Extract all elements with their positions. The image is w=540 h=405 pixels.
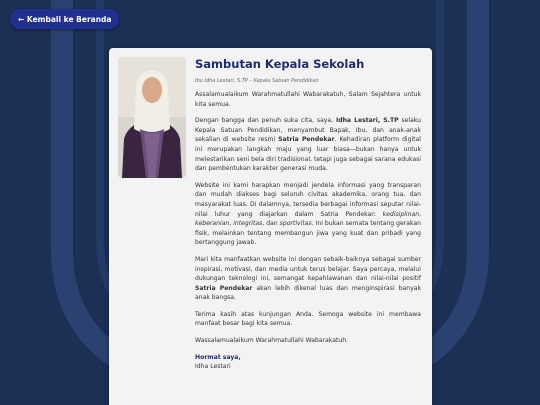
principal-photo <box>118 57 186 178</box>
welcome-message <box>195 90 421 372</box>
p1-text-b: selaku Kepala Satuan Pendidikan, menyambut Bapak, Ibu, dan anak-anak sekalian di website resmi <box>195 117 422 144</box>
p2-text-b: . Ini bukan semata tentang gerakan fisik, melainkan tentang membangun jiwa yang kuat dan pribadi yang bertanggung jawab. <box>195 220 422 247</box>
value-discipline: kedisiplinan <box>382 210 420 218</box>
paragraph-3 <box>195 255 421 303</box>
paragraph-4: Terima kasih atas kunjungan Anda. Semoga website ini membawa manfaat besar bagi kita semua. <box>195 310 421 328</box>
welcome-card <box>109 48 432 405</box>
p3-text-a: Mari kita manfaatkan website ini dengan sebaik-baiknya sebagai sumber inspirasi, motivasi, dan media untuk terus belajar. Saya percaya, melalui dukungan teknologi ini, semangat kepahlawanan dan nilai-nilai positif <box>195 255 421 283</box>
value-courage: keberanian <box>195 220 230 228</box>
brand-name: Satria Pendekar <box>278 136 335 144</box>
p2-sep-3: , dan <box>262 220 280 228</box>
value-integrity: integritas <box>233 220 263 228</box>
value-sportsmanship: sportivitas <box>279 220 312 228</box>
p2-text-a: Website ini kami harapkan menjadi jendela informasi yang transparan dan mudah diakses bagi seluruh civitas akademika, orang tua, dan masyarakat luas. Di dalamnya, tersedia berbagai informasi seputar nilai-nilai luhur yang diajarkan dalam Satria Pendekar: <box>195 181 421 218</box>
page-title: Sambutan Kepala Sekolah <box>195 57 365 71</box>
signature-name: Idha Lestari <box>195 363 231 371</box>
signature-label: Hormat saya, <box>195 353 241 361</box>
p1-text-a: Dengan bangga dan penuh suka cita, saya, <box>195 117 336 125</box>
principal-subtitle: Ibu Idha Lestari, S.TP – Kepala Satuan Pendidikan <box>195 78 319 84</box>
p1-text-c: . Kehadiran platform digital ini merupakan langkah maju yang luar biasa—bukan hanya untuk melestarikan seni bela diri tradisional, tetapi juga sebagai sarana edukasi dan pembentukan karakter generasi muda. <box>195 136 422 173</box>
p2-sep-1: , <box>419 210 421 218</box>
paragraph-2 <box>195 181 421 248</box>
signature <box>195 353 421 372</box>
back-to-home-button[interactable] <box>10 9 119 29</box>
principal-name: Idha Lestari, S.TP <box>335 117 399 125</box>
closing-paragraph: Wassalamualaikum Warahmatullahi Wabarakatuh. <box>195 337 349 345</box>
p3-text-b: akan lebih dikenal luas dan menginspirasi banyak anak bangsa. <box>195 284 421 302</box>
p2-sep-2: , <box>229 220 234 228</box>
greeting-paragraph: Assalamualaikum Warahmatullahi Wabarakatuh, Salam Sejahtera untuk kita semua. <box>195 91 421 108</box>
paragraph-1 <box>195 116 421 174</box>
back-button-label: ← Kembali ke Beranda <box>18 14 112 24</box>
brand-name-2: Satria Pendekar <box>195 284 253 292</box>
